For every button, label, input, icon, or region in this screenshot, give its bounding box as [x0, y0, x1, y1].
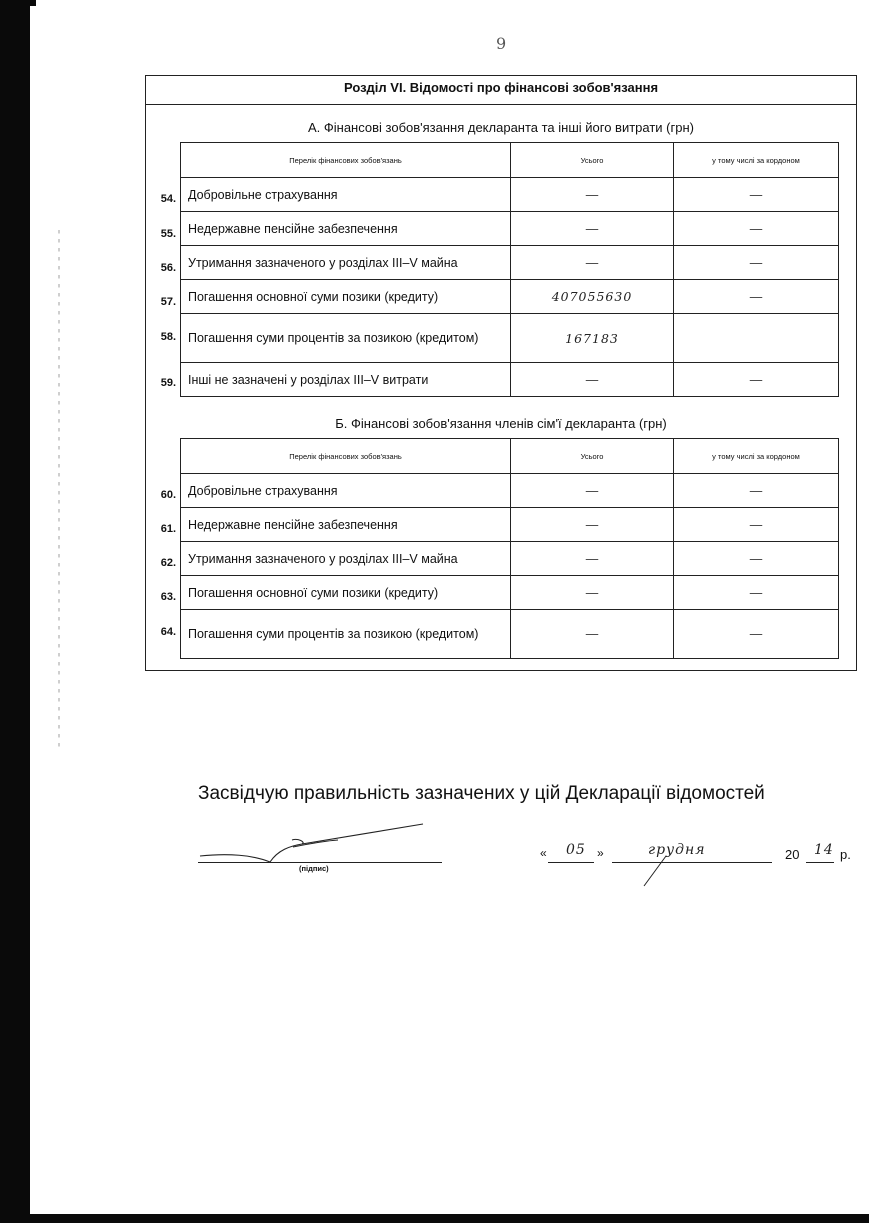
row-abroad: — [674, 576, 839, 610]
table-row [181, 246, 839, 280]
scan-edge-corner [30, 0, 36, 6]
header-abroad: у тому числі за кордоном [674, 439, 839, 474]
table-row [181, 280, 839, 314]
row-number: 59. [160, 377, 176, 389]
row-label: Добровільне страхування [181, 474, 511, 508]
row-abroad [674, 314, 839, 363]
date-year-prefix: 20 [785, 847, 800, 862]
date-month-line [612, 862, 772, 863]
row-label: Інші не зазначені у розділах III–V витрати [181, 363, 511, 397]
header-obligations: Перелік фінансових зобов'язань [181, 143, 511, 178]
row-label: Погашення основної суми позики (кредиту) [181, 280, 511, 314]
row-abroad: — [674, 212, 839, 246]
row-number: 63. [160, 591, 176, 603]
header-total: Усього [511, 143, 674, 178]
row-abroad: — [674, 280, 839, 314]
row-number: 61. [160, 523, 176, 535]
row-total: — [511, 246, 674, 280]
part-a-table [180, 142, 839, 397]
row-total: — [511, 610, 674, 659]
row-number: 60. [160, 489, 176, 501]
row-abroad: — [674, 474, 839, 508]
scan-edge-bottom [0, 1214, 869, 1223]
signature-scribble [198, 820, 438, 865]
part-b-table [180, 438, 839, 659]
scan-edge-left [0, 0, 30, 1223]
part-a-subtitle: А. Фінансові зобов'язання декларанта та інші його витрати (грн) [307, 120, 694, 135]
table-row [181, 474, 839, 508]
month-pen-stroke [640, 854, 670, 888]
row-number: 55. [160, 228, 176, 240]
row-number: 56. [160, 262, 176, 274]
row-abroad: — [674, 610, 839, 659]
row-total-handwritten: 167183 [511, 314, 674, 363]
header-obligations: Перелік фінансових зобов'язань [181, 439, 511, 474]
row-label: Недержавне пенсійне забезпечення [181, 508, 511, 542]
date-month: грудня [648, 842, 706, 858]
table-row [181, 610, 839, 659]
row-total: — [511, 363, 674, 397]
table-row [181, 542, 839, 576]
row-label: Добровільне страхування [181, 178, 511, 212]
section-title: Розділ VI. Відомості про фінансові зобов'язання [343, 80, 659, 95]
signature-line [198, 862, 442, 863]
row-abroad: — [674, 246, 839, 280]
date-year-suffix: 14 [814, 842, 834, 858]
row-total: — [511, 474, 674, 508]
signature-caption: (підпис) [299, 864, 329, 873]
row-total: — [511, 576, 674, 610]
table-row [181, 363, 839, 397]
table-header-row [181, 143, 839, 178]
section-title-divider [145, 104, 857, 105]
row-number: 64. [160, 626, 176, 638]
date-suffix: р. [840, 847, 851, 862]
table-row [181, 314, 839, 363]
date-year-line [806, 862, 834, 863]
row-abroad: — [674, 178, 839, 212]
row-abroad: — [674, 363, 839, 397]
table-row [181, 212, 839, 246]
row-label: Погашення основної суми позики (кредиту) [181, 576, 511, 610]
date-day-line [548, 862, 594, 863]
header-abroad: у тому числі за кордоном [674, 143, 839, 178]
row-number: 54. [160, 193, 176, 205]
row-total: — [511, 542, 674, 576]
row-label: Погашення суми процентів за позикою (кредитом) [181, 610, 511, 659]
row-label: Недержавне пенсійне забезпечення [181, 212, 511, 246]
part-b-subtitle: Б. Фінансові зобов'язання членів сім'ї декларанта (грн) [335, 416, 667, 431]
row-number: 57. [160, 296, 176, 308]
date-day: 05 [566, 842, 586, 858]
row-label: Погашення суми процентів за позикою (кредитом) [181, 314, 511, 363]
date-close-quote: » [597, 846, 604, 860]
row-label: Утримання зазначеного у розділах III–V майна [181, 542, 511, 576]
table-row [181, 508, 839, 542]
row-total: — [511, 178, 674, 212]
table-row [181, 576, 839, 610]
table-row [181, 178, 839, 212]
date-open-quote: « [540, 846, 547, 860]
page-number: 9 [496, 34, 507, 53]
header-total: Усього [511, 439, 674, 474]
row-abroad: — [674, 508, 839, 542]
scan-noise [58, 230, 60, 750]
row-abroad: — [674, 542, 839, 576]
certification-statement: Засвідчую правильність зазначених у цій Декларації відомостей [198, 783, 765, 804]
row-total: — [511, 508, 674, 542]
row-number: 62. [160, 557, 176, 569]
row-total-handwritten: 407055630 [511, 280, 674, 314]
row-label: Утримання зазначеного у розділах III–V майна [181, 246, 511, 280]
row-number: 58. [160, 331, 176, 343]
table-header-row [181, 439, 839, 474]
row-total: — [511, 212, 674, 246]
